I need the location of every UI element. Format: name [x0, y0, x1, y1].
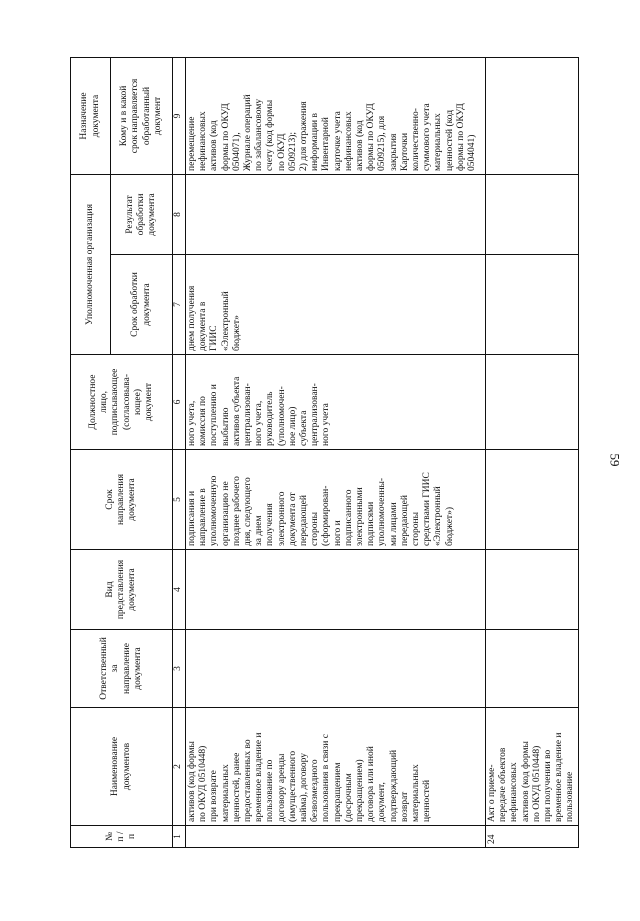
document-table	[70, 57, 579, 848]
page-number: 59	[607, 453, 623, 467]
row-name: Акт о приеме- передаче объектов нефинансовых активов (код формы по ОКУД 0510448) при получении во временное владение и пользование	[486, 708, 579, 826]
row-form	[186, 550, 486, 630]
header-group-organization: Уполномоченная организация	[71, 174, 111, 354]
header-num: № п / п	[71, 826, 173, 848]
row-official: ного учета, комиссия по поступлению и выбытию активов субъекта централизован- ного учета, руководитель (уполномочен- ное лицо) субъекта централизован- ного учета	[186, 355, 486, 450]
column-number: 1	[173, 826, 186, 848]
column-number: 5	[173, 450, 186, 550]
table-row	[186, 57, 486, 847]
row-name: активов (код формы по ОКУД 0510448) при возврате материальных ценностей, ранее предоставленных во временное владение и пользование по договору аренды (имущественного найма), договору безвозмездного пользования в связи с прекращением (досрочным прекращением) договора или иной документ, подтверждающий возврат материальных ценностей	[186, 708, 486, 826]
row-processing	[486, 255, 579, 355]
header-official: Должностное лицо, подписывающее (согласовыва- ющее) документ	[71, 355, 173, 450]
row-result	[486, 174, 579, 254]
row-destination: перемещение нефинансовых активов (код формы по ОКУД 0504071), Журнале операций по забалансовому счету (код формы по ОКУД 0509213); 2) для отражения информации в Инвентарной карточке учета нефинансовых активов (код формы по ОКУД 0509215), для закрытия Карточки количественно- суммового учета материальных ценностей (код формы по ОКУД 0504041)	[186, 57, 486, 174]
row-num: 24	[486, 826, 579, 848]
column-number: 4	[173, 550, 186, 630]
row-form	[486, 550, 579, 630]
row-responsible	[186, 630, 486, 708]
column-number: 7	[173, 255, 186, 355]
column-number: 2	[173, 708, 186, 826]
row-result	[186, 174, 486, 254]
row-num	[186, 826, 486, 848]
column-number: 6	[173, 355, 186, 450]
row-responsible	[486, 630, 579, 708]
header-form: Вид представления документа	[71, 550, 173, 630]
header-deadline: Срок направления документа	[71, 450, 173, 550]
row-deadline	[486, 450, 579, 550]
row-destination	[486, 57, 579, 174]
header-responsible: Ответственный за направление документа	[71, 630, 173, 708]
header-name: Наименование документов	[71, 708, 173, 826]
rotated-table-container	[70, 58, 576, 848]
table-row	[486, 57, 579, 847]
header-result: Результат обработки документа	[111, 174, 173, 254]
column-number: 8	[173, 174, 186, 254]
column-numbers-row	[173, 57, 186, 847]
header-processing: Срок обработки документа	[111, 255, 173, 355]
row-official	[486, 355, 579, 450]
header-group-destination: Назначение документа	[71, 57, 111, 174]
column-number: 9	[173, 57, 186, 174]
row-deadline: подписания и направление в уполномоченную организацию не позднее рабочего дня, следующего за днем получения электронного документа от передающей стороны (сформирован- ного и подписанного электронными подписями уполномоченны- ми лицами передающей стороны средствами ГИИС «Электронный бюджет»)	[186, 450, 486, 550]
column-number: 3	[173, 630, 186, 708]
row-processing: днем получения документа в ГИИС «Электронный бюджет»	[186, 255, 486, 355]
header-destination: Кому и в какой срок направляется обработанный документ	[111, 57, 173, 174]
